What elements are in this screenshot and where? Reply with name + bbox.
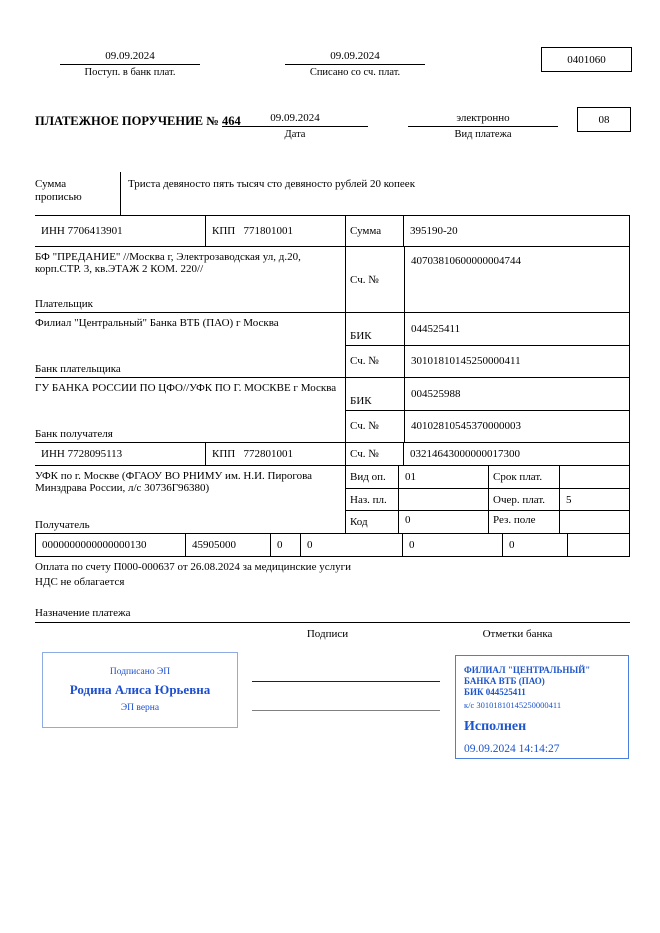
debited-date-label: Списано со сч. плат. xyxy=(309,67,401,78)
payee-bank-name: ГУ БАНКА РОССИИ ПО ЦФО//УФК ПО Г. МОСКВЕ г Москва xyxy=(35,382,337,394)
payee-bank-label: Банк получателя xyxy=(35,428,113,440)
tax-type xyxy=(567,534,629,556)
srok-plat-value xyxy=(559,466,629,488)
bank-stamp xyxy=(455,655,629,759)
naz-pl-label: Наз. пл. xyxy=(350,493,387,506)
payee-inn-row xyxy=(35,443,629,466)
payee-bank-account: 40102810545370000003 xyxy=(404,411,629,443)
payment-kind-field xyxy=(408,112,558,140)
payer-bank-bik-label: БИК xyxy=(350,329,372,342)
payer-name: БФ "ПРЕДАНИЕ" //Москва г, Электрозаводская ул, д.20, корп.СТР. 3, кв.ЭТАЖ 2 КОМ. 220// xyxy=(35,251,301,275)
payee-bank-section xyxy=(345,378,629,442)
kod-label: Код xyxy=(350,516,368,529)
payer-inn-row xyxy=(35,216,629,247)
payer-label: Плательщик xyxy=(35,298,93,310)
kod-value: 0 xyxy=(398,511,488,533)
payer-status-box: 08 xyxy=(577,107,631,132)
kbk-code: 0000000000000000130 xyxy=(42,539,147,551)
purpose-label: Назначение платежа xyxy=(35,607,131,619)
payee-block xyxy=(35,466,345,533)
purpose-underline xyxy=(35,622,630,623)
ocher-plat-label: Очер. плат. xyxy=(488,489,559,511)
payer-bank-account-label: Сч. № xyxy=(350,355,379,368)
purpose-line2: НДС не облагается xyxy=(35,576,125,588)
payer-bank-section xyxy=(345,313,629,377)
ocher-plat-value: 5 xyxy=(559,489,629,511)
payee-account-label: Сч. № xyxy=(345,443,403,465)
payer-bank-name: Филиал "Центральный" Банка ВТБ (ПАО) г Москва xyxy=(35,317,279,329)
signature-stamp-signed-label: Подписано ЭП xyxy=(109,667,171,677)
payment-table xyxy=(35,215,630,557)
sum-value: 395190-20 xyxy=(403,216,629,246)
payer-kpp: КПП 771801001 xyxy=(205,216,345,246)
received-date-value: 09.09.2024 xyxy=(60,50,200,65)
naz-pl-value xyxy=(398,489,488,511)
received-date-label: Поступ. в банк плат. xyxy=(84,67,176,78)
signatures-label: Подписи xyxy=(306,628,349,640)
bank-stamp-datetime: 09.09.2024 14:14:27 xyxy=(464,743,560,755)
payer-account: 40703810600000004744 xyxy=(404,247,629,312)
debited-date-value: 09.09.2024 xyxy=(285,50,425,65)
payer-bank-row xyxy=(35,313,629,378)
document-title: ПЛАТЕЖНОЕ ПОРУЧЕНИЕ № 464 xyxy=(35,114,241,128)
bank-stamp-bik: БИК 044525411 xyxy=(464,687,526,697)
operation-section xyxy=(345,466,629,533)
bank-marks-label: Отметки банка xyxy=(482,628,553,640)
payee-label: Получатель xyxy=(35,519,90,531)
rez-pole-label: Рез. поле xyxy=(488,511,559,533)
payee-bank-account-label: Сч. № xyxy=(350,420,379,433)
tax-doc-date: 0 xyxy=(502,534,567,556)
srok-plat-label: Срок плат. xyxy=(488,466,559,488)
payee-kpp: КПП 772801001 xyxy=(205,443,345,465)
tax-basis: 0 xyxy=(270,534,300,556)
form-code-box: 0401060 xyxy=(541,47,632,72)
payee-bank-block xyxy=(35,378,345,442)
payer-bank-label: Банк плательщика xyxy=(35,363,121,375)
payer-account-section xyxy=(345,247,629,312)
oktmo-code: 45905000 xyxy=(185,534,270,556)
amount-words-label: Сумма прописью xyxy=(35,178,82,203)
payer-account-label: Сч. № xyxy=(350,273,379,286)
payer-row xyxy=(35,247,629,313)
signature-line-1 xyxy=(252,681,440,682)
payer-bank-account: 30101810145250000411 xyxy=(404,346,629,378)
payer-bank-block xyxy=(35,313,345,377)
bank-stamp-bank-name: ФИЛИАЛ "ЦЕНТРАЛЬНЫЙ" БАНКА ВТБ (ПАО) xyxy=(464,665,591,686)
bank-stamp-corr-account: к/с 30101810145250000411 xyxy=(464,700,562,710)
bank-stamp-status: Исполнен xyxy=(464,719,527,734)
payer-inn: ИНН 7706413901 xyxy=(41,225,123,237)
amount-words-divider xyxy=(120,172,121,215)
payer-block xyxy=(35,247,345,312)
doc-date-label: Дата xyxy=(284,129,306,140)
payment-kind-value: электронно xyxy=(408,112,558,127)
signature-stamp-valid-label: ЭП верна xyxy=(120,703,160,713)
payer-bank-bik: 044525411 xyxy=(404,313,629,345)
doc-date-value: 09.09.2024 xyxy=(222,112,368,127)
debited-date-field xyxy=(285,50,425,78)
tax-doc-number: 0 xyxy=(402,534,502,556)
payment-kind-label: Вид платежа xyxy=(454,129,512,140)
payee-inn: ИНН 7728095113 xyxy=(41,448,123,460)
vid-op-value: 01 xyxy=(398,466,488,488)
payee-account: 03214643000000017300 xyxy=(403,443,629,465)
budget-codes-row xyxy=(35,534,629,557)
purpose-line1: Оплата по счету П000-000637 от 26.08.2024 за медицинские услуги xyxy=(35,561,351,573)
tax-period: 0 xyxy=(300,534,402,556)
signature-line-2 xyxy=(252,710,440,711)
payee-bank-bik: 004525988 xyxy=(404,378,629,410)
amount-words-text: Триста девяносто пять тысяч сто девяносто рублей 20 копеек xyxy=(128,178,416,190)
signature-stamp xyxy=(42,652,238,728)
signature-stamp-name: Родина Алиса Юрьевна xyxy=(69,682,211,697)
vid-op-label: Вид оп. xyxy=(350,470,386,483)
rez-pole-value xyxy=(559,511,629,533)
payee-bank-row xyxy=(35,378,629,443)
doc-date-field xyxy=(222,112,368,140)
payee-name: УФК по г. Москве (ФГАОУ ВО РНИМУ им. Н.И. Пирогова Минздрава России, л/с 30736Г96380) xyxy=(35,470,313,494)
payee-row xyxy=(35,466,629,534)
sum-label: Сумма xyxy=(345,216,403,246)
payee-bank-bik-label: БИК xyxy=(350,394,372,407)
received-date-field xyxy=(60,50,200,78)
